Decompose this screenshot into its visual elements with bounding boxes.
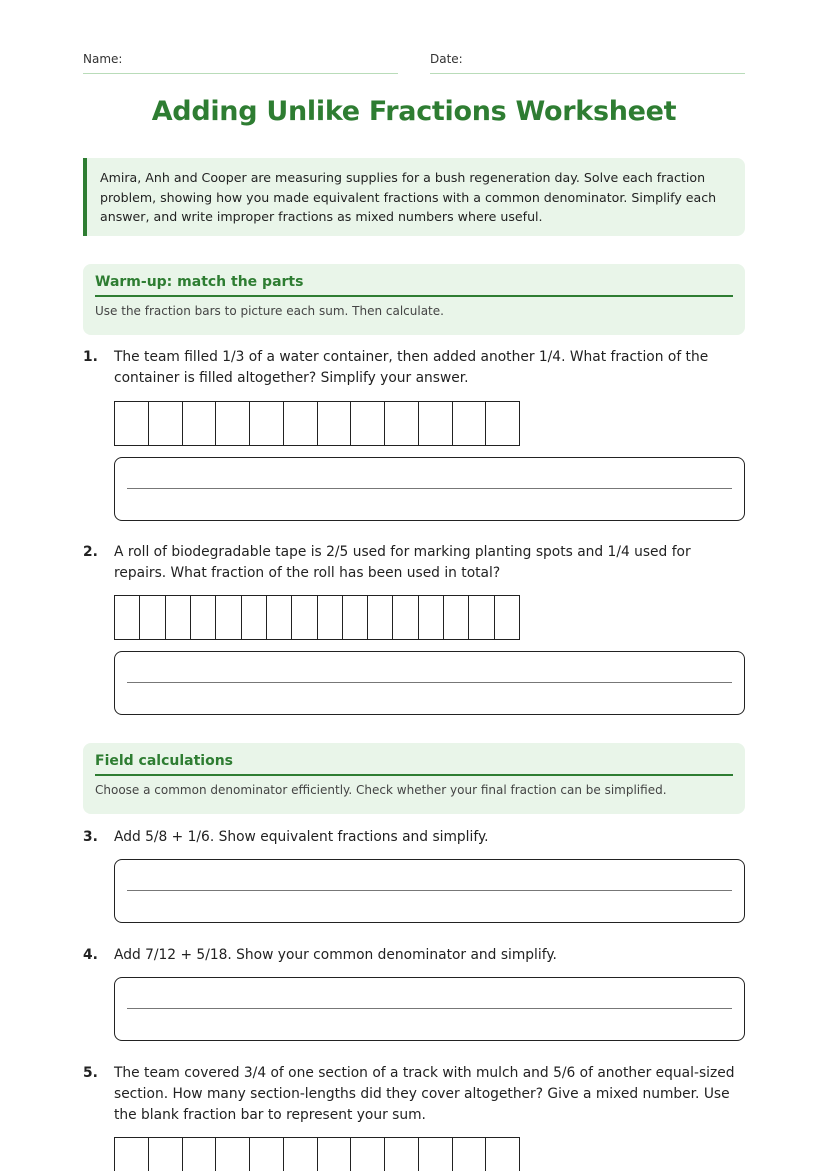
fraction-bar-cell: [444, 596, 469, 639]
section-title: Warm-up: match the parts: [95, 274, 733, 297]
fraction-bar-cell: [351, 402, 385, 445]
fraction-bar-cell: [149, 1138, 183, 1171]
fraction-bar-cell: [183, 402, 217, 445]
fraction-bar-cell: [486, 402, 519, 445]
answer-box[interactable]: [114, 457, 745, 521]
fraction-bar: [114, 595, 520, 640]
section-note: Use the fraction bars to picture each sum. Then calculate.: [95, 304, 444, 318]
section-title: Field calculations: [95, 753, 733, 776]
fraction-bar-cell: [216, 402, 250, 445]
fraction-bar-cell: [216, 1138, 250, 1171]
answer-line: [127, 682, 732, 683]
fraction-bar-cell: [115, 1138, 149, 1171]
question-text: A roll of biodegradable tape is 2/5 used for marking planting spots and 1/4 used for repairs. What fraction of the roll has been used in total?: [114, 544, 691, 581]
fraction-bar-cell: [385, 402, 419, 445]
fraction-bar-cell: [292, 596, 317, 639]
fraction-bar-cell: [385, 1138, 419, 1171]
fraction-bar-cell: [453, 1138, 487, 1171]
question-text: The team covered 3/4 of one section of a track with mulch and 5/6 of another equal-sized section. How many section-lengths did they cover altogether? Give a mixed number. Use the blank fraction bar to represent your sum.: [114, 1065, 735, 1123]
answer-line: [127, 1008, 732, 1009]
fraction-bar-cell: [351, 1138, 385, 1171]
fraction-bar-cell: [115, 596, 140, 639]
question-number: 5.: [83, 1065, 98, 1081]
fraction-bar-cell: [183, 1138, 217, 1171]
fraction-bar-cell: [453, 402, 487, 445]
date-field[interactable]: [430, 52, 745, 74]
question-number: 2.: [83, 544, 98, 560]
name-field[interactable]: [83, 52, 398, 74]
fraction-bar-cell: [284, 1138, 318, 1171]
answer-box[interactable]: [114, 651, 745, 715]
section-note: Choose a common denominator efficiently. Check whether your final fraction can be simplified.: [95, 783, 667, 797]
question-text: The team filled 1/3 of a water container, then added another 1/4. What fraction of the container is filled altogether? Simplify your answer.: [114, 349, 709, 386]
fraction-bar-cell: [343, 596, 368, 639]
fraction-bar-cell: [486, 1138, 519, 1171]
section-warm-up: [83, 264, 745, 335]
fraction-bar-cell: [368, 596, 393, 639]
fraction-bar-cell: [250, 402, 284, 445]
question-text: Add 7/12 + 5/18. Show your common denominator and simplify.: [114, 947, 557, 963]
name-label: Name:: [83, 52, 123, 66]
answer-box[interactable]: [114, 859, 745, 923]
answer-line: [127, 890, 732, 891]
fraction-bar-cell: [267, 596, 292, 639]
fraction-bar-cell: [166, 596, 191, 639]
question-number: 4.: [83, 947, 98, 963]
fraction-bar-cell: [191, 596, 216, 639]
fraction-bar-cell: [318, 402, 352, 445]
fraction-bar: [114, 1137, 520, 1171]
fraction-bar-cell: [419, 402, 453, 445]
question-number: 1.: [83, 349, 98, 365]
fraction-bar-cell: [318, 596, 343, 639]
fraction-bar-cell: [469, 596, 494, 639]
fraction-bar-cell: [140, 596, 165, 639]
fraction-bar-cell: [419, 596, 444, 639]
section-field-calculations: [83, 743, 745, 814]
fraction-bar-cell: [149, 402, 183, 445]
question-number: 3.: [83, 829, 98, 845]
intro-panel: Amira, Anh and Cooper are measuring supplies for a bush regeneration day. Solve each fraction problem, showing how you made equivalent fractions with a common denominator. Simplify each answer, and write improper fractions as mixed numbers where useful.: [83, 158, 745, 236]
fraction-bar-cell: [216, 596, 241, 639]
fraction-bar-cell: [242, 596, 267, 639]
answer-line: [127, 488, 732, 489]
question-text: Add 5/8 + 1/6. Show equivalent fractions and simplify.: [114, 829, 489, 845]
fraction-bar-cell: [284, 402, 318, 445]
fraction-bar: [114, 401, 520, 446]
fraction-bar-cell: [250, 1138, 284, 1171]
date-label: Date:: [430, 52, 463, 66]
fraction-bar-cell: [115, 402, 149, 445]
page-title: Adding Unlike Fractions Worksheet: [151, 96, 677, 127]
answer-box[interactable]: [114, 977, 745, 1041]
fraction-bar-cell: [495, 596, 519, 639]
fraction-bar-cell: [318, 1138, 352, 1171]
fraction-bar-cell: [419, 1138, 453, 1171]
fraction-bar-cell: [393, 596, 418, 639]
